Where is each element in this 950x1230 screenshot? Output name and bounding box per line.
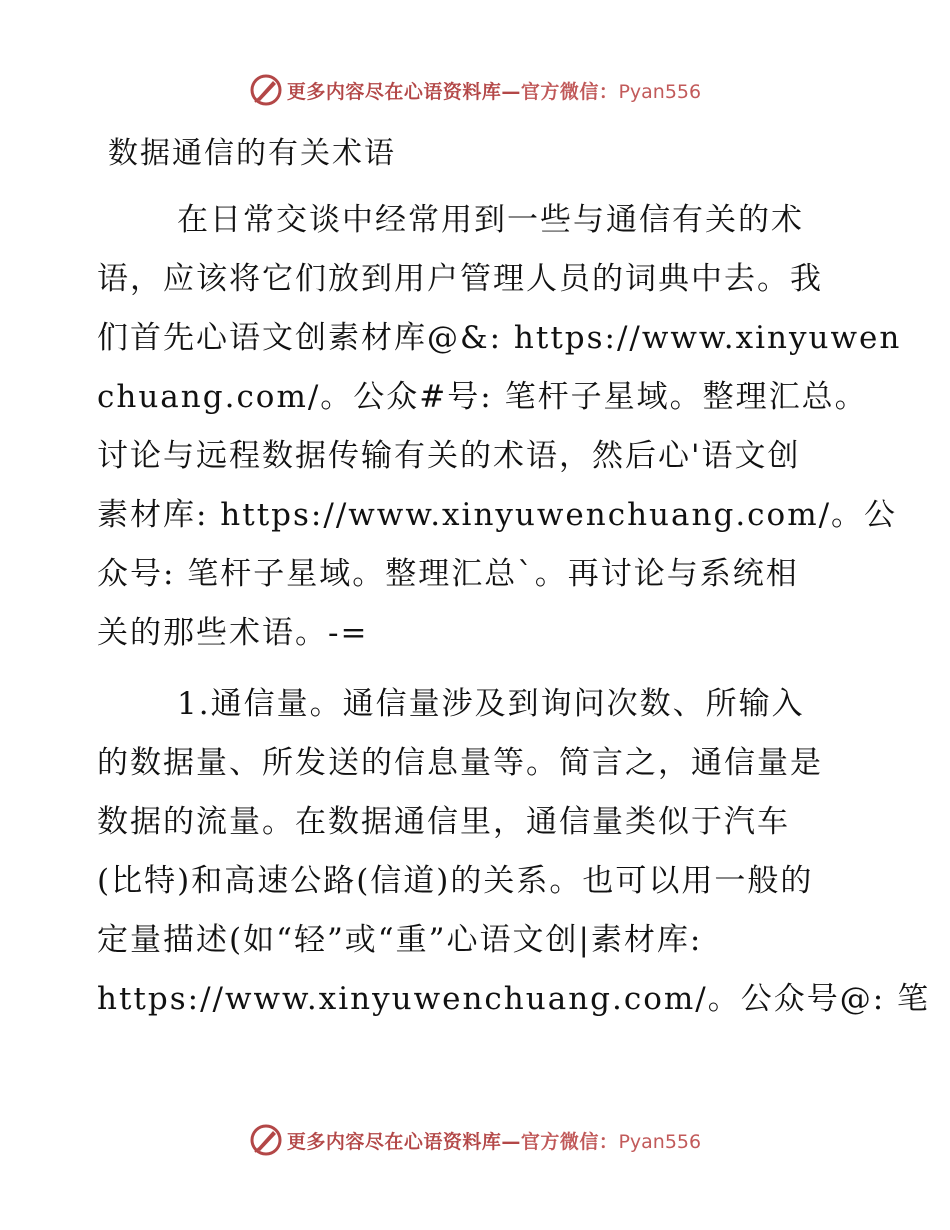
banner-text (287, 1127, 701, 1154)
banner-main-text: 更多内容尽在心语资料库 (286, 1130, 502, 1153)
body-line: https://www.xinyuwenchuang.com/。公众号@: 笔 (97, 981, 931, 1017)
banner-main-text: 更多内容尽在心语资料库 (286, 80, 502, 103)
banner-dash: — (501, 80, 521, 103)
body-line: 讨论与远程数据传输有关的术语，然后心'语文创 (97, 438, 801, 474)
header-banner (0, 70, 950, 110)
banner-wechat-label: 官方微信： (520, 80, 619, 103)
body-line: chuang.com/。公众#号: 笔杆子星域。整理汇总。 (97, 379, 868, 415)
banner-dash: — (501, 1130, 521, 1153)
body-line: 们首先心语文创素材库@&: https://www.xinyuwen (97, 320, 902, 356)
banner-wechat-id: Pyan556 (618, 80, 702, 103)
body-line: 数据的流量。在数据通信里，通信量类似于汽车 (97, 804, 790, 840)
body-line: 语，应该将它们放到用户管理人员的词典中去。我 (97, 261, 823, 297)
body-line: 1.通信量。通信量涉及到询问次数、所输入 (177, 686, 805, 722)
banner-wechat-id: Pyan556 (618, 1130, 702, 1153)
feather-pen-logo-icon (249, 73, 283, 107)
footer-banner (0, 1120, 950, 1160)
body-line: 众号: 笔杆子星域。整理汇总`。再讨论与系统相 (97, 556, 799, 592)
body-line: 定量描述(如“轻”或“重”心语文创|素材库: (97, 922, 703, 958)
body-line: 素材库: https://www.xinyuwenchuang.com/。公 (97, 497, 898, 533)
page-title: 数据通信的有关术语 (108, 136, 396, 171)
body-line: 关的那些术语。-= (97, 615, 369, 651)
feather-pen-logo-icon (249, 1123, 283, 1157)
body-line: 在日常交谈中经常用到一些与通信有关的术 (177, 202, 804, 238)
banner-wechat-label: 官方微信： (520, 1130, 619, 1153)
body-line: (比特)和高速公路(信道)的关系。也可以用一般的 (97, 863, 814, 899)
banner-text (287, 77, 701, 104)
body-line: 的数据量、所发送的信息量等。简言之，通信量是 (97, 745, 823, 781)
